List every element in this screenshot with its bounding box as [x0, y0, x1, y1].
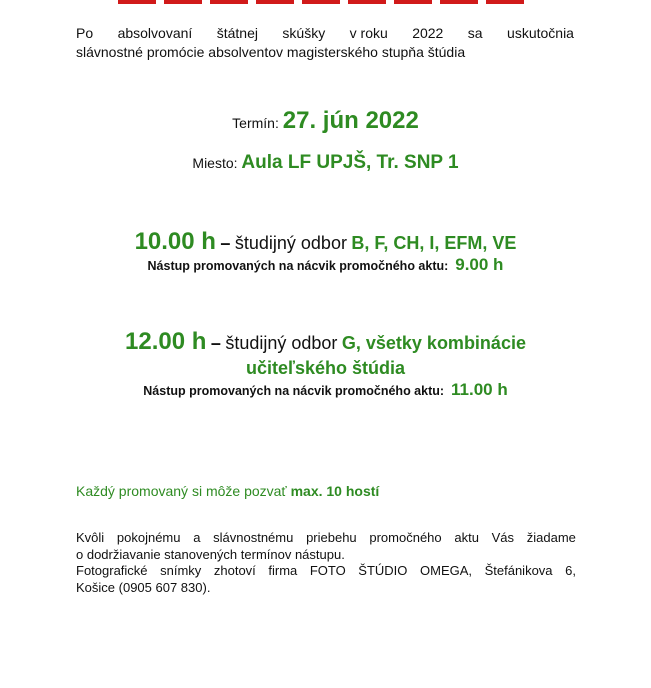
footer-word: OMEGA,: [420, 563, 473, 578]
footer-line-1: [76, 530, 576, 547]
footer-word: Vás: [491, 530, 515, 545]
footer-line-2: o dodržiavanie stanovených termínov nástupu.: [76, 546, 345, 562]
footer-word: Štefánikova: [484, 563, 553, 578]
footer-word: pokojnému: [116, 530, 181, 545]
intro-word: Po: [76, 25, 94, 41]
session2-field-label: študijný odbor: [225, 333, 338, 353]
intro-word: štátnej: [216, 25, 258, 41]
session2-time: 12.00 h: [125, 328, 207, 355]
session2-note: Nástup promovaných na nácvik promočného aktu: 11.00 h: [143, 380, 508, 399]
footer-word: zhotoví: [213, 563, 256, 578]
footer-word: firma: [268, 563, 298, 578]
session1-note-label: Nástup promovaných na nácvik promočného aktu: [147, 259, 445, 273]
session2-note-time: 11.00 h: [451, 380, 508, 399]
session2-note-label: Nástup promovaných na nácvik promočného aktu: [143, 384, 440, 398]
footer-word: priebehu: [306, 530, 357, 545]
session1-field-label: študijný odbor: [234, 233, 347, 253]
termin-date: 27. jún 2022: [282, 107, 419, 134]
intro-line-1: [76, 24, 574, 43]
miesto-label: Miesto:: [192, 155, 238, 171]
footer-line-3: [76, 563, 576, 580]
footer-word: FOTO: [309, 563, 346, 578]
footer-line-4: Košice (0905 607 830).: [76, 579, 211, 595]
footer-paragraph: [76, 530, 576, 596]
footer-word: slávnostnému: [213, 530, 294, 545]
miesto-row: [0, 150, 651, 176]
session2-fields-line1: G, všetky kombinácie: [341, 333, 526, 353]
intro-word: skúšky: [282, 25, 326, 41]
session2-dash: –: [210, 333, 221, 353]
footer-word: 6,: [565, 563, 576, 578]
intro-word: v roku: [349, 25, 388, 41]
guests-text: Každý promovaný si môže pozvať: [76, 483, 287, 499]
footer-word: snímky: [160, 563, 202, 578]
termin-label: Termín:: [232, 115, 279, 131]
session2-fields-line2: učiteľského štúdia: [246, 358, 405, 378]
footer-word: promočného: [369, 530, 442, 545]
intro-word: sa: [467, 25, 483, 41]
guests-max: max. 10 hostí: [290, 483, 380, 499]
miesto-venue: Aula LF UPJŠ, Tr. SNP 1: [241, 152, 459, 173]
footer-word: aktu: [454, 530, 479, 545]
intro-word: 2022: [412, 25, 444, 41]
footer-word: žiadame: [526, 530, 576, 545]
footer-word: Fotografické: [76, 563, 148, 578]
session1-time: 10.00 h: [134, 228, 216, 255]
session1-note: Nástup promovaných na nácvik promočného aktu: 9.00 h: [147, 255, 504, 274]
session1-fields: B, F, CH, I, EFM, VE: [351, 233, 517, 253]
intro-paragraph: [76, 24, 574, 62]
session1-dash: –: [220, 233, 231, 253]
session1-note-time: 9.00 h: [455, 255, 504, 274]
footer-word: ŠTÚDIO: [358, 563, 408, 578]
intro-word: absolvovaní: [117, 25, 193, 41]
footer-word: a: [193, 530, 201, 545]
top-red-heading-fragment: [118, 0, 528, 4]
intro-line-2: slávnostné promócie absolventov magisterského stupňa štúdia: [76, 44, 466, 60]
footer-word: Kvôli: [76, 530, 105, 545]
intro-word: uskutočnia: [507, 25, 574, 41]
guests-line: [76, 481, 379, 501]
termin-row: [0, 106, 651, 138]
